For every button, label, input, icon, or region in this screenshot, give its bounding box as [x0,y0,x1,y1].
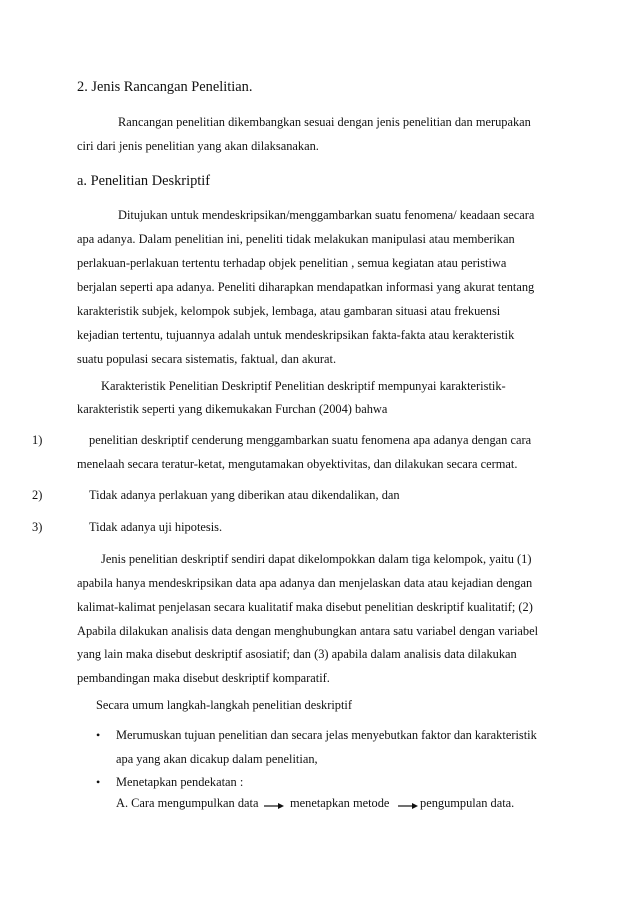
step-a-part-1: A. Cara mengumpulkan data [116,796,259,810]
karakteristik-line-1: Karakteristik Penelitian Deskriptif Penelitian deskriptif mempunyai karakteristik- [101,379,506,393]
list-item-3: Tidak adanya uji hipotesis. [89,520,223,534]
step-a-part-3: pengumpulan data. [420,796,515,810]
bullet-2-line-1: Menetapkan pendekatan : [116,775,244,789]
list-number-3: 3) [32,520,43,534]
jenis-line-5: yang lain maka disebut deskriptif asosiatif; dan (3) apabila dalam analisis data dilakukan [77,647,517,661]
para-a-line-1: Ditujukan untuk mendeskripsikan/menggambarkan suatu fenomena/ keadaan secara [118,208,535,222]
para-a-line-3: perlakuan-perlakuan tertentu terhadap objek penelitian , semua kegiatan atau peristiwa [77,256,507,270]
list-item-1-line-2: menelaah secara teratur-ketat, mengutamakan obyektivitas, dan dilakukan secara cermat. [77,457,518,471]
bullet-1-line-2: apa yang akan dicakup dalam penelitian, [116,752,318,766]
para-a-line-6: kejadian tertentu, tujuannya adalah untuk mendeskripsikan fakta-fakta atau kerakteristik [77,328,515,342]
karakteristik-line-2: karakteristik seperti yang dikemukakan Furchan (2004) bahwa [77,402,388,416]
list-number-1: 1) [32,433,43,447]
para-a-line-5: karakteristik subjek, kelompok subjek, lembaga, atau gambaran situasi atau frekuensi [77,304,501,318]
intro-line-1: Rancangan penelitian dikembangkan sesuai dengan jenis penelitian dan merupakan [118,115,531,129]
para-a-line-7: suatu populasi secara sistematis, faktual, dan akurat. [77,352,337,366]
jenis-line-1: Jenis penelitian deskriptif sendiri dapat dikelompokkan dalam tiga kelompok, yaitu (1) [101,552,532,566]
list-number-2: 2) [32,488,43,502]
section-heading: 2. Jenis Rancangan Penelitian. [77,79,253,95]
jenis-line-6: pembandingan maka disebut deskriptif komparatif. [77,671,330,685]
subheading-penelitian-deskriptif: a. Penelitian Deskriptif [77,173,211,189]
intro-line-2: ciri dari jenis penelitian yang akan dilaksanakan. [77,139,319,153]
jenis-line-4: Apabila dilakukan analisis data dengan menghubungkan antara satu variabel dengan variabel [77,624,539,638]
right-arrow-icon [398,799,418,809]
list-item-1-line-1: penelitian deskriptif cenderung menggambarkan suatu fenomena apa adanya dengan cara [89,433,532,447]
jenis-line-3: kalimat-kalimat penjelasan secara kualitatif maka disebut penelitian deskriptif kualitatif; (2) [77,600,533,614]
para-a-line-4: berjalan seperti apa adanya. Peneliti diharapkan mendapatkan informasi yang akurat tentang [77,280,535,294]
para-a-line-2: apa adanya. Dalam penelitian ini, peneliti tidak melakukan manipulasi atau memberikan [77,232,515,246]
right-arrow-icon [264,799,284,809]
jenis-line-2: apabila hanya mendeskripsikan data apa adanya dan menjelaskan data atau kejadian dengan [77,576,533,590]
bullet-dot-1: • [96,728,101,742]
bullet-1-line-1: Merumuskan tujuan penelitian dan secara jelas menyebutkan faktor dan karakteristik [116,728,537,742]
step-a-part-2: menetapkan metode [290,796,390,810]
list-item-2: Tidak adanya perlakuan yang diberikan atau dikendalikan, dan [89,488,400,502]
bullet-dot-2: • [96,775,101,789]
langkah-intro: Secara umum langkah-langkah penelitian deskriptif [96,698,352,712]
